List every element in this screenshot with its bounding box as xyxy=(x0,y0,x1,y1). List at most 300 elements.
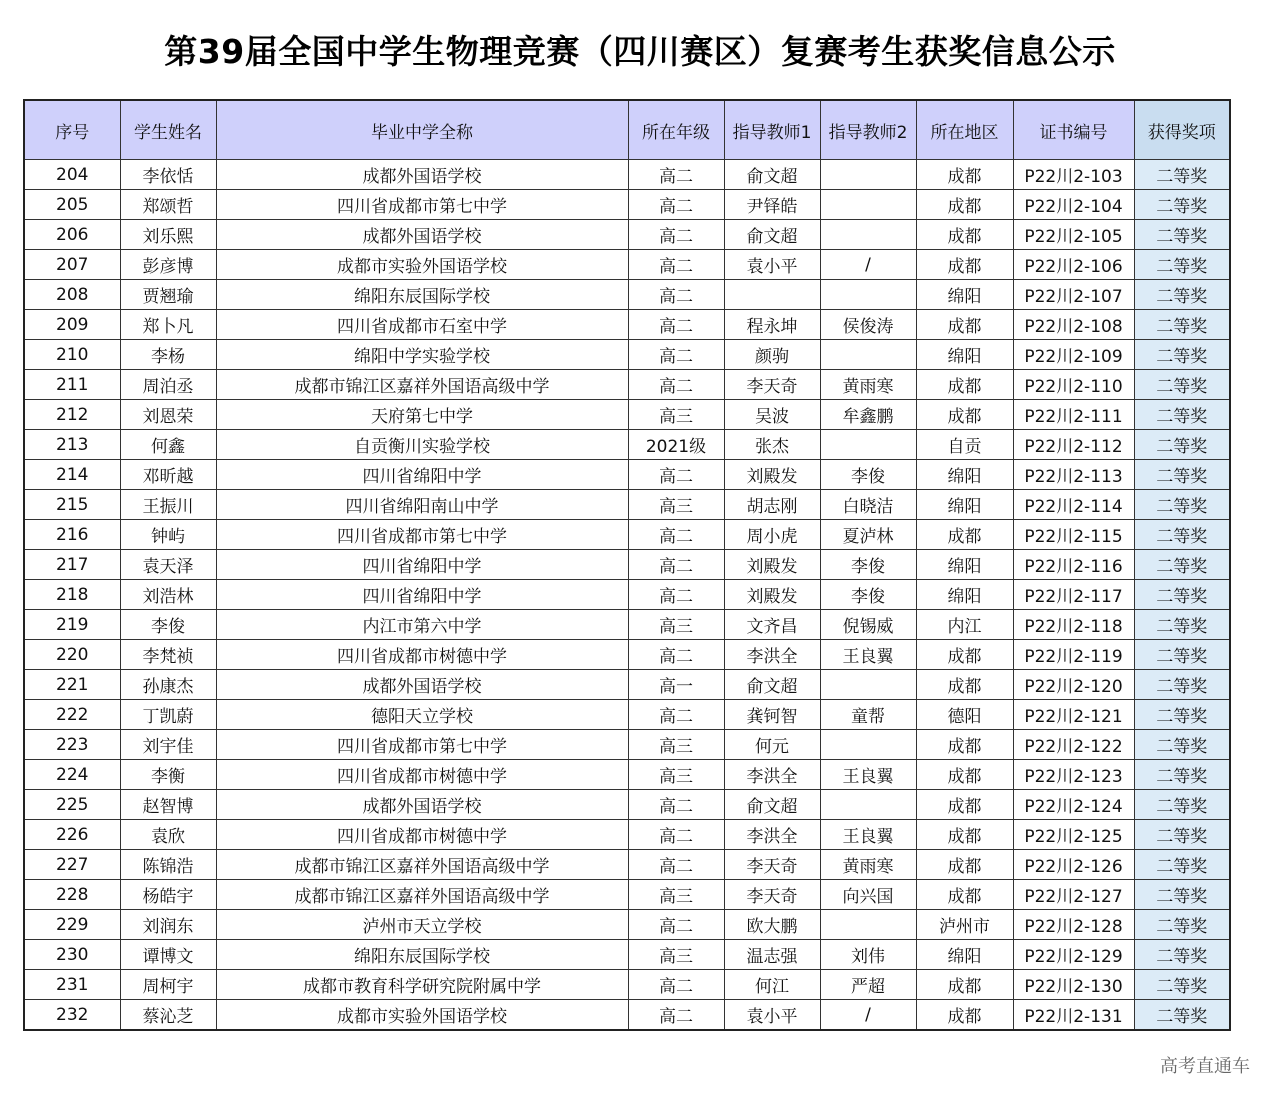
cell-col-school: 绵阳中学实验学校 xyxy=(216,340,628,370)
cell-col-name: 李俊 xyxy=(120,610,216,640)
table-row xyxy=(24,700,1230,730)
header-col-teacher1: 指导教师1 xyxy=(724,100,820,160)
cell-col-cert: P22川2-124 xyxy=(1013,790,1134,820)
cell-col-teacher1: 何元 xyxy=(724,730,820,760)
cell-col-region: 绵阳 xyxy=(916,490,1013,520)
table-row xyxy=(24,940,1230,970)
cell-col-name: 李衡 xyxy=(120,760,216,790)
cell-col-region: 成都 xyxy=(916,220,1013,250)
cell-col-school: 四川省绵阳南山中学 xyxy=(216,490,628,520)
cell-col-name: 钟屿 xyxy=(120,520,216,550)
cell-col-teacher2 xyxy=(820,430,916,460)
cell-col-cert: P22川2-123 xyxy=(1013,760,1134,790)
table-row xyxy=(24,370,1230,400)
cell-col-cert: P22川2-108 xyxy=(1013,310,1134,340)
cell-col-teacher2: 李俊 xyxy=(820,550,916,580)
cell-col-cert: P22川2-105 xyxy=(1013,220,1134,250)
cell-col-seq: 225 xyxy=(24,790,120,820)
cell-col-name: 贾翘瑜 xyxy=(120,280,216,310)
cell-col-seq: 205 xyxy=(24,190,120,220)
cell-col-seq: 223 xyxy=(24,730,120,760)
cell-col-region: 德阳 xyxy=(916,700,1013,730)
cell-col-school: 成都外国语学校 xyxy=(216,220,628,250)
cell-col-teacher1: 程永坤 xyxy=(724,310,820,340)
cell-col-name: 郑颂哲 xyxy=(120,190,216,220)
cell-col-seq: 217 xyxy=(24,550,120,580)
cell-col-school: 成都外国语学校 xyxy=(216,670,628,700)
header-col-award: 获得奖项 xyxy=(1134,100,1230,160)
cell-col-region: 自贡 xyxy=(916,430,1013,460)
cell-col-teacher2: 李俊 xyxy=(820,580,916,610)
cell-col-grade: 高二 xyxy=(628,850,724,880)
cell-col-teacher1: 颜驹 xyxy=(724,340,820,370)
cell-col-grade: 高三 xyxy=(628,730,724,760)
cell-col-teacher2 xyxy=(820,910,916,940)
cell-col-cert: P22川2-103 xyxy=(1013,160,1134,190)
cell-col-award: 二等奖 xyxy=(1134,940,1230,970)
table-row xyxy=(24,910,1230,940)
cell-col-school: 四川省成都市树德中学 xyxy=(216,760,628,790)
cell-col-region: 绵阳 xyxy=(916,460,1013,490)
cell-col-teacher2 xyxy=(820,670,916,700)
cell-col-cert: P22川2-120 xyxy=(1013,670,1134,700)
cell-col-region: 绵阳 xyxy=(916,940,1013,970)
table-row xyxy=(24,310,1230,340)
table-row xyxy=(24,640,1230,670)
cell-col-grade: 高二 xyxy=(628,970,724,1000)
cell-col-award: 二等奖 xyxy=(1134,760,1230,790)
cell-col-cert: P22川2-126 xyxy=(1013,850,1134,880)
cell-col-seq: 221 xyxy=(24,670,120,700)
cell-col-seq: 204 xyxy=(24,160,120,190)
cell-col-cert: P22川2-116 xyxy=(1013,550,1134,580)
cell-col-teacher1: 周小虎 xyxy=(724,520,820,550)
cell-col-name: 袁欣 xyxy=(120,820,216,850)
cell-col-award: 二等奖 xyxy=(1134,700,1230,730)
cell-col-school: 天府第七中学 xyxy=(216,400,628,430)
cell-col-cert: P22川2-119 xyxy=(1013,640,1134,670)
cell-col-award: 二等奖 xyxy=(1134,340,1230,370)
cell-col-award: 二等奖 xyxy=(1134,220,1230,250)
cell-col-region: 绵阳 xyxy=(916,550,1013,580)
cell-col-teacher1: 刘殿发 xyxy=(724,580,820,610)
cell-col-teacher2: 黄雨寒 xyxy=(820,370,916,400)
cell-col-cert: P22川2-111 xyxy=(1013,400,1134,430)
cell-col-grade: 高二 xyxy=(628,820,724,850)
cell-col-school: 四川省成都市第七中学 xyxy=(216,520,628,550)
table-row xyxy=(24,820,1230,850)
table-row xyxy=(24,490,1230,520)
cell-col-cert: P22川2-122 xyxy=(1013,730,1134,760)
cell-col-teacher1: 李洪全 xyxy=(724,820,820,850)
cell-col-teacher2: 王良翼 xyxy=(820,640,916,670)
cell-col-award: 二等奖 xyxy=(1134,250,1230,280)
cell-col-region: 成都 xyxy=(916,850,1013,880)
cell-col-grade: 高三 xyxy=(628,940,724,970)
cell-col-award: 二等奖 xyxy=(1134,520,1230,550)
cell-col-name: 刘浩林 xyxy=(120,580,216,610)
table-row xyxy=(24,850,1230,880)
table-row xyxy=(24,880,1230,910)
cell-col-region: 成都 xyxy=(916,520,1013,550)
cell-col-teacher2: 夏泸林 xyxy=(820,520,916,550)
cell-col-name: 谭博文 xyxy=(120,940,216,970)
cell-col-name: 李依恬 xyxy=(120,160,216,190)
cell-col-grade: 高二 xyxy=(628,580,724,610)
cell-col-school: 德阳天立学校 xyxy=(216,700,628,730)
cell-col-grade: 高二 xyxy=(628,520,724,550)
header-col-teacher2: 指导教师2 xyxy=(820,100,916,160)
cell-col-school: 成都市实验外国语学校 xyxy=(216,250,628,280)
cell-col-teacher1: 刘殿发 xyxy=(724,460,820,490)
header-col-name: 学生姓名 xyxy=(120,100,216,160)
cell-col-cert: P22川2-107 xyxy=(1013,280,1134,310)
cell-col-teacher1: 李天奇 xyxy=(724,370,820,400)
cell-col-cert: P22川2-117 xyxy=(1013,580,1134,610)
cell-col-teacher2: 向兴国 xyxy=(820,880,916,910)
cell-col-award: 二等奖 xyxy=(1134,460,1230,490)
cell-col-teacher1: 欧大鹏 xyxy=(724,910,820,940)
cell-col-region: 成都 xyxy=(916,730,1013,760)
cell-col-teacher2: 李俊 xyxy=(820,460,916,490)
cell-col-teacher2 xyxy=(820,790,916,820)
cell-col-region: 内江 xyxy=(916,610,1013,640)
cell-col-seq: 212 xyxy=(24,400,120,430)
cell-col-teacher1: 袁小平 xyxy=(724,1000,820,1031)
cell-col-cert: P22川2-113 xyxy=(1013,460,1134,490)
cell-col-name: 赵智博 xyxy=(120,790,216,820)
cell-col-school: 四川省成都市石室中学 xyxy=(216,310,628,340)
cell-col-teacher1: 李天奇 xyxy=(724,880,820,910)
cell-col-seq: 210 xyxy=(24,340,120,370)
cell-col-award: 二等奖 xyxy=(1134,430,1230,460)
cell-col-award: 二等奖 xyxy=(1134,910,1230,940)
cell-col-school: 绵阳东辰国际学校 xyxy=(216,280,628,310)
header-col-school: 毕业中学全称 xyxy=(216,100,628,160)
header-col-seq: 序号 xyxy=(24,100,120,160)
cell-col-school: 四川省绵阳中学 xyxy=(216,460,628,490)
cell-col-grade: 高二 xyxy=(628,340,724,370)
cell-col-region: 成都 xyxy=(916,190,1013,220)
table-row xyxy=(24,520,1230,550)
cell-col-school: 四川省成都市第七中学 xyxy=(216,190,628,220)
cell-col-region: 成都 xyxy=(916,400,1013,430)
cell-col-name: 袁天泽 xyxy=(120,550,216,580)
cell-col-grade: 高二 xyxy=(628,280,724,310)
cell-col-award: 二等奖 xyxy=(1134,190,1230,220)
cell-col-grade: 高三 xyxy=(628,610,724,640)
cell-col-award: 二等奖 xyxy=(1134,370,1230,400)
cell-col-teacher1: 刘殿发 xyxy=(724,550,820,580)
cell-col-teacher2 xyxy=(820,340,916,370)
cell-col-cert: P22川2-131 xyxy=(1013,1000,1134,1031)
cell-col-seq: 232 xyxy=(24,1000,120,1031)
cell-col-grade: 高二 xyxy=(628,790,724,820)
cell-col-seq: 218 xyxy=(24,580,120,610)
table-row xyxy=(24,1000,1230,1031)
cell-col-name: 周柯宇 xyxy=(120,970,216,1000)
cell-col-school: 成都市锦江区嘉祥外国语高级中学 xyxy=(216,880,628,910)
cell-col-seq: 216 xyxy=(24,520,120,550)
cell-col-award: 二等奖 xyxy=(1134,310,1230,340)
cell-col-teacher2 xyxy=(820,190,916,220)
cell-col-region: 成都 xyxy=(916,790,1013,820)
cell-col-cert: P22川2-109 xyxy=(1013,340,1134,370)
cell-col-award: 二等奖 xyxy=(1134,790,1230,820)
cell-col-school: 内江市第六中学 xyxy=(216,610,628,640)
cell-col-region: 绵阳 xyxy=(916,280,1013,310)
cell-col-award: 二等奖 xyxy=(1134,880,1230,910)
cell-col-teacher1: 俞文超 xyxy=(724,790,820,820)
cell-col-teacher2: / xyxy=(820,1000,916,1031)
cell-col-seq: 219 xyxy=(24,610,120,640)
cell-col-teacher1: 俞文超 xyxy=(724,670,820,700)
table-row xyxy=(24,670,1230,700)
cell-col-cert: P22川2-106 xyxy=(1013,250,1134,280)
cell-col-seq: 220 xyxy=(24,640,120,670)
header-col-grade: 所在年级 xyxy=(628,100,724,160)
table-row xyxy=(24,280,1230,310)
table-row xyxy=(24,580,1230,610)
cell-col-teacher1: 俞文超 xyxy=(724,220,820,250)
cell-col-grade: 高三 xyxy=(628,880,724,910)
cell-col-seq: 211 xyxy=(24,370,120,400)
cell-col-cert: P22川2-127 xyxy=(1013,880,1134,910)
cell-col-grade: 高二 xyxy=(628,910,724,940)
cell-col-grade: 高三 xyxy=(628,490,724,520)
cell-col-grade: 高二 xyxy=(628,250,724,280)
cell-col-teacher2: 严超 xyxy=(820,970,916,1000)
cell-col-cert: P22川2-114 xyxy=(1013,490,1134,520)
cell-col-teacher1: 胡志刚 xyxy=(724,490,820,520)
cell-col-teacher1: 何江 xyxy=(724,970,820,1000)
cell-col-seq: 230 xyxy=(24,940,120,970)
cell-col-teacher2: 白晓洁 xyxy=(820,490,916,520)
cell-col-cert: P22川2-128 xyxy=(1013,910,1134,940)
table-row xyxy=(24,400,1230,430)
cell-col-grade: 高二 xyxy=(628,550,724,580)
cell-col-grade: 高二 xyxy=(628,220,724,250)
table-row xyxy=(24,790,1230,820)
page-title: 第39届全国中学生物理竞赛（四川赛区）复赛考生获奖信息公示 xyxy=(164,32,1116,71)
cell-col-cert: P22川2-110 xyxy=(1013,370,1134,400)
table-row xyxy=(24,250,1230,280)
cell-col-teacher1 xyxy=(724,280,820,310)
table-row xyxy=(24,220,1230,250)
table-row xyxy=(24,760,1230,790)
cell-col-award: 二等奖 xyxy=(1134,730,1230,760)
cell-col-grade: 高二 xyxy=(628,460,724,490)
cell-col-seq: 214 xyxy=(24,460,120,490)
cell-col-name: 刘宇佳 xyxy=(120,730,216,760)
cell-col-region: 成都 xyxy=(916,1000,1013,1031)
cell-col-name: 何鑫 xyxy=(120,430,216,460)
cell-col-award: 二等奖 xyxy=(1134,610,1230,640)
cell-col-award: 二等奖 xyxy=(1134,670,1230,700)
cell-col-teacher2: 牟鑫鹏 xyxy=(820,400,916,430)
cell-col-school: 自贡衡川实验学校 xyxy=(216,430,628,460)
cell-col-award: 二等奖 xyxy=(1134,850,1230,880)
cell-col-region: 成都 xyxy=(916,160,1013,190)
table-row xyxy=(24,190,1230,220)
cell-col-school: 四川省成都市第七中学 xyxy=(216,730,628,760)
cell-col-seq: 227 xyxy=(24,850,120,880)
cell-col-teacher1: 俞文超 xyxy=(724,160,820,190)
cell-col-grade: 高三 xyxy=(628,400,724,430)
cell-col-award: 二等奖 xyxy=(1134,490,1230,520)
cell-col-name: 王振川 xyxy=(120,490,216,520)
cell-col-teacher2 xyxy=(820,280,916,310)
cell-col-teacher2: 童帮 xyxy=(820,700,916,730)
cell-col-school: 成都市锦江区嘉祥外国语高级中学 xyxy=(216,370,628,400)
cell-col-region: 成都 xyxy=(916,640,1013,670)
header-col-region: 所在地区 xyxy=(916,100,1013,160)
cell-col-grade: 高二 xyxy=(628,1000,724,1031)
cell-col-teacher1: 温志强 xyxy=(724,940,820,970)
cell-col-name: 邓昕越 xyxy=(120,460,216,490)
cell-col-region: 成都 xyxy=(916,250,1013,280)
cell-col-seq: 222 xyxy=(24,700,120,730)
cell-col-school: 四川省绵阳中学 xyxy=(216,550,628,580)
cell-col-name: 郑卜凡 xyxy=(120,310,216,340)
cell-col-teacher1: 尹铎皓 xyxy=(724,190,820,220)
cell-col-school: 成都外国语学校 xyxy=(216,160,628,190)
table-row xyxy=(24,430,1230,460)
cell-col-award: 二等奖 xyxy=(1134,970,1230,1000)
cell-col-award: 二等奖 xyxy=(1134,820,1230,850)
cell-col-teacher2: 黄雨寒 xyxy=(820,850,916,880)
cell-col-region: 成都 xyxy=(916,970,1013,1000)
cell-col-name: 李梵祯 xyxy=(120,640,216,670)
cell-col-name: 周泊丞 xyxy=(120,370,216,400)
cell-col-name: 丁凯蔚 xyxy=(120,700,216,730)
cell-col-award: 二等奖 xyxy=(1134,550,1230,580)
cell-col-name: 彭彦博 xyxy=(120,250,216,280)
header-col-cert: 证书编号 xyxy=(1013,100,1134,160)
cell-col-name: 蔡沁芝 xyxy=(120,1000,216,1031)
cell-col-region: 成都 xyxy=(916,370,1013,400)
cell-col-teacher2 xyxy=(820,730,916,760)
cell-col-school: 四川省绵阳中学 xyxy=(216,580,628,610)
cell-col-cert: P22川2-115 xyxy=(1013,520,1134,550)
cell-col-grade: 高一 xyxy=(628,670,724,700)
cell-col-grade: 高二 xyxy=(628,700,724,730)
table-row xyxy=(24,970,1230,1000)
cell-col-school: 四川省成都市树德中学 xyxy=(216,820,628,850)
table-row xyxy=(24,730,1230,760)
cell-col-name: 刘乐熙 xyxy=(120,220,216,250)
cell-col-grade: 高二 xyxy=(628,160,724,190)
cell-col-seq: 226 xyxy=(24,820,120,850)
cell-col-seq: 209 xyxy=(24,310,120,340)
cell-col-region: 绵阳 xyxy=(916,580,1013,610)
cell-col-grade: 高二 xyxy=(628,310,724,340)
cell-col-region: 成都 xyxy=(916,670,1013,700)
table-header-row xyxy=(24,100,1230,160)
cell-col-school: 成都市实验外国语学校 xyxy=(216,1000,628,1031)
cell-col-cert: P22川2-125 xyxy=(1013,820,1134,850)
table-row xyxy=(24,160,1230,190)
cell-col-school: 成都市锦江区嘉祥外国语高级中学 xyxy=(216,850,628,880)
cell-col-award: 二等奖 xyxy=(1134,580,1230,610)
cell-col-teacher2: / xyxy=(820,250,916,280)
cell-col-region: 绵阳 xyxy=(916,340,1013,370)
cell-col-name: 杨皓宇 xyxy=(120,880,216,910)
cell-col-name: 孙康杰 xyxy=(120,670,216,700)
cell-col-teacher2: 侯俊涛 xyxy=(820,310,916,340)
cell-col-award: 二等奖 xyxy=(1134,160,1230,190)
table-row xyxy=(24,610,1230,640)
cell-col-cert: P22川2-130 xyxy=(1013,970,1134,1000)
cell-col-cert: P22川2-121 xyxy=(1013,700,1134,730)
table-row xyxy=(24,460,1230,490)
cell-col-cert: P22川2-129 xyxy=(1013,940,1134,970)
cell-col-grade: 高二 xyxy=(628,370,724,400)
cell-col-name: 刘恩荣 xyxy=(120,400,216,430)
cell-col-seq: 215 xyxy=(24,490,120,520)
table-row xyxy=(24,550,1230,580)
cell-col-teacher1: 李天奇 xyxy=(724,850,820,880)
cell-col-school: 绵阳东辰国际学校 xyxy=(216,940,628,970)
cell-col-region: 成都 xyxy=(916,880,1013,910)
cell-col-grade: 高二 xyxy=(628,190,724,220)
cell-col-region: 泸州市 xyxy=(916,910,1013,940)
cell-col-teacher2 xyxy=(820,160,916,190)
cell-col-award: 二等奖 xyxy=(1134,400,1230,430)
cell-col-seq: 229 xyxy=(24,910,120,940)
cell-col-school: 成都外国语学校 xyxy=(216,790,628,820)
cell-col-region: 成都 xyxy=(916,310,1013,340)
cell-col-school: 四川省成都市树德中学 xyxy=(216,640,628,670)
cell-col-teacher1: 文齐昌 xyxy=(724,610,820,640)
cell-col-school: 泸州市天立学校 xyxy=(216,910,628,940)
cell-col-seq: 206 xyxy=(24,220,120,250)
cell-col-school: 成都市教育科学研究院附属中学 xyxy=(216,970,628,1000)
cell-col-award: 二等奖 xyxy=(1134,640,1230,670)
cell-col-teacher2: 倪锡威 xyxy=(820,610,916,640)
cell-col-teacher2: 刘伟 xyxy=(820,940,916,970)
table-body xyxy=(24,160,1230,1031)
cell-col-seq: 207 xyxy=(24,250,120,280)
cell-col-teacher2 xyxy=(820,220,916,250)
award-table xyxy=(23,99,1231,1031)
cell-col-name: 陈锦浩 xyxy=(120,850,216,880)
cell-col-grade: 高二 xyxy=(628,640,724,670)
cell-col-seq: 231 xyxy=(24,970,120,1000)
cell-col-seq: 228 xyxy=(24,880,120,910)
cell-col-name: 刘润东 xyxy=(120,910,216,940)
cell-col-grade: 高三 xyxy=(628,760,724,790)
cell-col-region: 成都 xyxy=(916,760,1013,790)
cell-col-award: 二等奖 xyxy=(1134,1000,1230,1031)
cell-col-region: 成都 xyxy=(916,820,1013,850)
cell-col-cert: P22川2-118 xyxy=(1013,610,1134,640)
cell-col-teacher2: 王良翼 xyxy=(820,760,916,790)
cell-col-cert: P22川2-112 xyxy=(1013,430,1134,460)
cell-col-teacher1: 吴波 xyxy=(724,400,820,430)
cell-col-teacher1: 龚钶智 xyxy=(724,700,820,730)
cell-col-seq: 224 xyxy=(24,760,120,790)
cell-col-name: 李杨 xyxy=(120,340,216,370)
cell-col-teacher1: 李洪全 xyxy=(724,640,820,670)
cell-col-grade: 2021级 xyxy=(628,430,724,460)
watermark: 高考直通车 xyxy=(1160,1056,1250,1077)
cell-col-seq: 208 xyxy=(24,280,120,310)
cell-col-seq: 213 xyxy=(24,430,120,460)
cell-col-teacher1: 李洪全 xyxy=(724,760,820,790)
cell-col-teacher1: 张杰 xyxy=(724,430,820,460)
cell-col-teacher1: 袁小平 xyxy=(724,250,820,280)
